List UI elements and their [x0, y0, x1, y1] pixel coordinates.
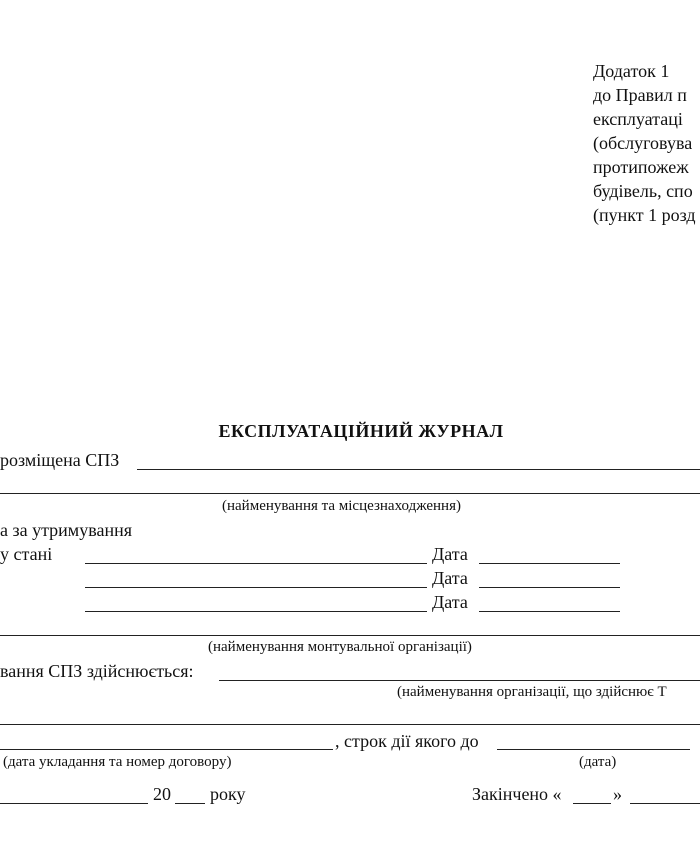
appendix-line: експлуатаці: [593, 109, 683, 129]
spz-location-label: розміщена СПЗ: [0, 450, 120, 470]
validity-date-field[interactable]: [497, 749, 690, 750]
spz-location-field[interactable]: [137, 469, 700, 470]
date-label: Дата: [432, 592, 468, 612]
appendix-line: (обслуговува: [593, 133, 693, 153]
date-field[interactable]: [479, 563, 620, 564]
date-field[interactable]: [479, 611, 620, 612]
maintenance-label-cont: у стані: [0, 544, 53, 564]
service-org-caption: (найменування організації, що здійснює Т: [397, 684, 667, 700]
service-label: вання СПЗ здійснюється:: [0, 661, 194, 681]
appendix-line: до Правил п: [593, 85, 687, 105]
finished-label: Закінчено «: [472, 784, 562, 804]
start-date-field[interactable]: [0, 803, 148, 804]
year-label: року: [210, 784, 246, 804]
finished-month-field[interactable]: [630, 803, 700, 804]
contract-caption: (дата укладання та номер договору): [3, 754, 232, 770]
appendix-line: протипожеж: [593, 157, 689, 177]
name-location-caption: (найменування та місцезнаходження): [222, 498, 461, 514]
finished-day-field[interactable]: [573, 803, 611, 804]
responsible-person-field[interactable]: [85, 611, 427, 612]
year-field[interactable]: [175, 803, 205, 804]
responsible-person-field[interactable]: [85, 563, 427, 564]
validity-label: , строк дії якого до: [335, 731, 479, 751]
appendix-line: (пункт 1 розд: [593, 205, 696, 225]
maintenance-label: а за утримування: [0, 520, 132, 540]
installer-caption: (найменування монтувальної організації): [208, 639, 472, 655]
contract-field[interactable]: [0, 749, 333, 750]
appendix-line: будівель, спо: [593, 181, 693, 201]
appendix-line: Додаток 1: [593, 61, 670, 81]
responsible-person-field[interactable]: [85, 587, 427, 588]
service-org-field[interactable]: [219, 680, 700, 681]
date-caption: (дата): [579, 754, 617, 770]
date-label: Дата: [432, 568, 468, 588]
service-org-field-line2[interactable]: [0, 724, 700, 725]
date-label: Дата: [432, 544, 468, 564]
spz-location-field-line2[interactable]: [0, 493, 700, 494]
installer-org-field[interactable]: [0, 635, 700, 636]
year-prefix: 20: [153, 784, 171, 804]
page-title: ЕКСПЛУАТАЦІЙНИЙ ЖУРНАЛ: [218, 421, 504, 441]
date-field[interactable]: [479, 587, 620, 588]
finished-close-quote: »: [613, 784, 622, 804]
